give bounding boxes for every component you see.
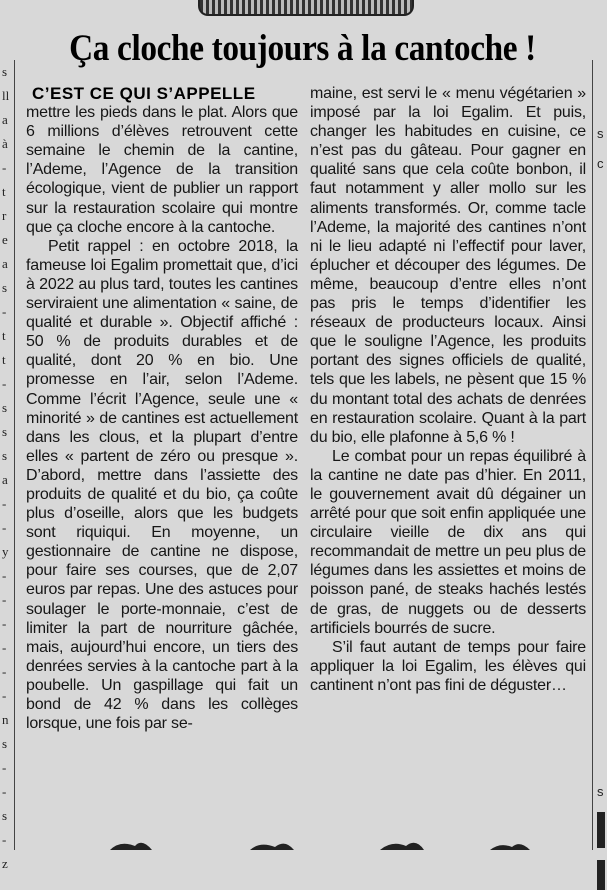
left-fragment-glyph: s [2, 424, 8, 439]
left-fragment-glyph: - [2, 784, 7, 799]
article-column-left [26, 84, 298, 850]
left-fragment-glyph: - [2, 616, 7, 631]
left-fragment-glyph: s [2, 736, 8, 751]
left-fragment-glyph: a [2, 472, 8, 487]
left-fragment-glyph: t [2, 184, 6, 199]
left-fragment-glyph: - [2, 640, 7, 655]
left-fragment-glyph: s [2, 808, 8, 823]
article-kicker: C’EST CE QUI S’APPELLE [32, 84, 256, 103]
left-fragment-glyph: n [2, 712, 9, 727]
article-paragraph: Petit rappel : en octobre 2018, la fameuse loi Egalim promettait que, d’ici à 2022 au plus tard, toutes les cantines serviraient une alimentation « saine, de qualité et durable ». Objectif affiché : 50 % de produits durables et de qualité, dont 20 % en bio. Une promesse en l’air, selon l’Ademe. Comme l’écrit l’Agence, seule une « minorité » de cantines est actuellement dans les clous, et la plupart d’entre elles « partent de zéro ou presque ». D’abord, mettre dans l’assiette des produits de qualité et du bio, ça coûte plus d’oseille, alors que les budgets sont riquiqui. En moyenne, un gestionnaire de cantine ne dispose, pour faire ses courses, que de 2,07 euros par repas. Une des astuces pour soulager le porte-monnaie, c’est de limiter la part de nourriture gâchée, mais, aujourd’hui encore, un tiers des denrées servies à la cantoche part à la poubelle. Un gaspillage qui fait un bond de 42 % dans les collèges lorsque, une fois par se- [26, 237, 298, 733]
adjacent-column-right-fragment [592, 60, 607, 850]
article-paragraph: S’il faut autant de temps pour faire appliquer la loi Egalim, les élèves qui cantinent n’ont pas fini de déguster… [310, 638, 586, 694]
right-fragment-block [597, 860, 605, 890]
bottom-illustration-fragment [80, 838, 540, 850]
left-fragment-glyph: z [2, 856, 8, 871]
left-fragment-glyph: - [2, 760, 7, 775]
right-fragment-glyph: s [597, 126, 604, 141]
left-fragment-glyph: - [2, 568, 7, 583]
left-fragment-glyph: - [2, 688, 7, 703]
left-fragment-glyph: à [2, 136, 8, 151]
article-paragraph: Le combat pour un repas équilibré à la cantine ne date pas d’hier. En 2011, le gouvernement avait dû dégainer un arrêté pour que soit enfin appliquée une circulaire vieille de dix ans qui recommandait de mettre un peu plus de légumes dans les assiettes et moins de poisson pané, de steaks hachés lestés de gras, de nuggets ou de desserts artificiels bourrés de sucre. [310, 447, 586, 637]
left-fragment-glyph: t [2, 328, 6, 343]
left-fragment-glyph: - [2, 664, 7, 679]
right-fragment-glyph: c [597, 156, 604, 171]
top-banner-ornament [198, 0, 414, 16]
left-fragment-glyph: t [2, 352, 6, 367]
left-fragment-glyph: - [2, 304, 7, 319]
left-fragment-glyph: - [2, 520, 7, 535]
left-fragment-glyph: s [2, 64, 8, 79]
article-column-right [310, 84, 586, 850]
left-fragment-glyph: a [2, 112, 8, 127]
left-fragment-glyph: a [2, 256, 8, 271]
right-fragment-glyph: s [597, 784, 604, 799]
article-headline: Ça cloche toujours à la cantoche ! [69, 28, 536, 69]
left-fragment-glyph: - [2, 832, 7, 847]
left-fragment-glyph: s [2, 448, 8, 463]
left-fragment-glyph: s [2, 400, 8, 415]
left-fragment-glyph: e [2, 232, 8, 247]
left-fragment-glyph: - [2, 496, 7, 511]
left-fragment-glyph: ll [2, 88, 10, 103]
left-fragment-glyph: - [2, 376, 7, 391]
left-fragment-glyph: - [2, 160, 7, 175]
left-fragment-glyph: s [2, 280, 8, 295]
left-fragment-glyph: - [2, 592, 7, 607]
article-paragraph: maine, est servi le « menu végétarien » imposé par la loi Egalim. Et puis, changer les habitudes en cuisine, ce n’est pas du gâteau. Pour gagner en qualité sans que cela coûte bonbon, il faut notamment y aller mollo sur les aliments transformés. Or, comme tacle l’Ademe, la majorité des cantines n’ont ni le lieu adapté ni l’effectif pour laver, éplucher et découper des légumes. De même, beaucoup d’entre elles n’ont pas pris le temps d’identifier les réseaux de producteurs locaux. Ainsi que le souligne l’Agence, les produits portant des signes officiels de qualité, tels que les labels, ne pèsent que 15 % du montant total des achats de denrées en restauration scolaire. Quant à la part du bio, elle plafonne à 5,6 % ! [310, 85, 586, 446]
adjacent-column-left-fragment [0, 60, 15, 871]
article-paragraph: mettre les pieds dans le plat. Alors que 6 millions d’élèves retrouvent cette semaine le chemin de la cantine, l’Ademe, l’Agence de la transition écologique, vient de publier un rapport sur la restauration scolaire qui montre que ça cloche encore à la cantoche. [26, 104, 298, 236]
right-fragment-block [597, 812, 605, 848]
left-fragment-glyph: y [2, 544, 9, 559]
left-fragment-glyph: r [2, 208, 7, 223]
